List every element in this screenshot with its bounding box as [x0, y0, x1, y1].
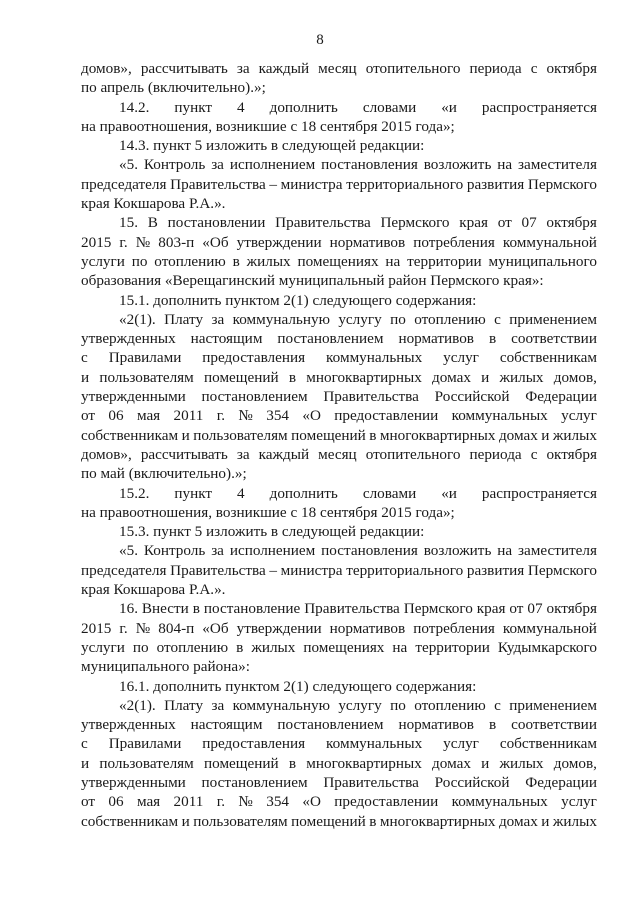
text-segment: Контроль — [143, 542, 206, 560]
text-segment: Кудымкарского — [497, 638, 597, 656]
text-segment: Правительства — [275, 214, 371, 232]
text-segment: помещениях — [303, 638, 385, 656]
text-segment: Правительства — [170, 175, 266, 193]
text-segment: собственникам — [499, 349, 597, 367]
text-line — [81, 59, 597, 78]
text-segment: услугу — [338, 310, 382, 328]
text-segment: домах — [498, 426, 538, 444]
text-segment: предоставлении — [334, 793, 439, 811]
text-segment: пользователям — [193, 426, 288, 444]
text-segment: домах — [432, 368, 471, 386]
text-segment: услуг — [443, 349, 479, 367]
text-segment: возложить — [423, 156, 492, 174]
text-segment: от — [509, 600, 524, 618]
text-segment: министра — [280, 175, 343, 193]
text-line — [81, 638, 597, 657]
text-segment: постановление — [203, 600, 301, 618]
text-line — [81, 773, 597, 792]
text-segment: муниципального — [488, 252, 597, 270]
text-segment: постановлением — [201, 388, 308, 406]
text-segment: в — [488, 330, 497, 348]
text-segment: в — [288, 368, 297, 386]
text-segment: края — [459, 214, 488, 232]
text-segment: услугу — [338, 696, 382, 714]
text-segment: постановления — [321, 156, 418, 174]
text-segment: Пермского — [527, 561, 597, 579]
text-segment: Пермского — [380, 214, 450, 232]
text-line — [81, 522, 597, 541]
text-segment: коммунальную — [232, 696, 330, 714]
text-segment: «5. — [119, 156, 138, 174]
text-segment: мая — [136, 793, 161, 811]
text-segment: словами — [362, 98, 417, 116]
text-line — [81, 599, 597, 618]
text-segment: домах — [432, 754, 471, 772]
text-segment: 14.2. — [119, 98, 150, 116]
text-segment: услуг — [443, 735, 479, 753]
text-segment: каждый — [258, 60, 310, 77]
text-line — [81, 503, 597, 522]
text-segment: словами — [362, 484, 417, 502]
text-segment: «и — [441, 98, 457, 116]
text-segment: Федерации — [525, 388, 597, 406]
text-line — [81, 155, 597, 174]
text-line — [81, 484, 597, 503]
text-segment: «и — [441, 484, 457, 502]
text-segment: «О — [302, 407, 321, 425]
text-segment: образования «Верещагинский муниципальный район Пермского края»: — [81, 272, 544, 290]
text-segment: от — [81, 407, 96, 425]
text-line — [81, 252, 597, 271]
text-segment: помещений — [291, 812, 366, 830]
text-segment: 06 — [108, 407, 124, 425]
text-segment: многоквартирных — [306, 754, 422, 772]
text-segment: дополнить — [269, 98, 338, 116]
text-segment: распространяется — [481, 98, 597, 116]
text-segment: г. — [119, 619, 128, 637]
text-line — [81, 541, 597, 560]
text-segment: Правилами — [108, 349, 182, 367]
text-segment: нормативов — [398, 716, 474, 734]
text-segment: жилых — [251, 638, 296, 656]
text-segment: постановлением — [277, 330, 384, 348]
text-segment: по май (включительно).»; — [81, 465, 247, 483]
text-segment: на — [497, 156, 513, 174]
text-segment: 06 — [108, 793, 124, 811]
text-line — [81, 175, 597, 194]
text-segment: постановления — [321, 542, 418, 560]
text-segment: В — [147, 214, 158, 232]
text-segment: Контроль — [143, 156, 206, 174]
text-segment: на правоотношения, возникшие с 18 сентября 2015 года»; — [81, 503, 455, 521]
text-segment: домов, — [553, 368, 597, 386]
text-segment: муниципального района»: — [81, 658, 250, 676]
text-segment: Правилами — [108, 735, 182, 753]
text-segment: многоквартирных — [379, 426, 496, 444]
text-segment: по — [132, 638, 149, 656]
text-segment: Правительства — [170, 561, 266, 579]
text-segment: за — [236, 445, 250, 463]
text-line — [81, 194, 597, 213]
text-segment: № — [135, 619, 151, 637]
text-segment: настоящим — [190, 716, 263, 734]
text-segment: коммунальную — [232, 310, 330, 328]
text-segment: Российской — [434, 773, 510, 791]
text-line — [81, 792, 597, 811]
text-segment: за — [211, 310, 225, 328]
text-line — [81, 734, 597, 753]
text-segment: 15. — [119, 214, 138, 232]
text-segment: № — [238, 793, 253, 811]
text-segment: за — [236, 60, 250, 77]
text-segment: 15.2. — [119, 484, 150, 502]
text-segment: отоплению — [156, 638, 229, 656]
text-segment: территории — [407, 252, 482, 270]
text-segment: на — [497, 542, 513, 560]
page-number: 8 — [316, 32, 324, 48]
text-segment: от — [81, 793, 96, 811]
text-segment: октября — [546, 445, 597, 463]
text-segment: соответствии — [511, 716, 597, 734]
text-segment: месяц — [318, 60, 357, 77]
text-segment: нормативов — [329, 233, 406, 251]
text-segment: октября — [546, 60, 597, 77]
text-segment: и — [541, 426, 550, 444]
text-segment: пункт — [174, 484, 213, 502]
text-segment: предоставления — [202, 349, 306, 367]
text-segment: 15.3. пункт 5 изложить в следующей редакции: — [119, 523, 425, 541]
text-segment: распространяется — [481, 484, 597, 502]
text-line — [81, 271, 597, 290]
text-segment: председателя — [81, 175, 167, 193]
text-segment: в — [232, 252, 240, 270]
text-segment: услуги — [81, 638, 125, 656]
text-segment: 354 — [266, 793, 290, 811]
text-segment: министра — [280, 561, 343, 579]
text-segment: Федерации — [525, 773, 597, 791]
text-segment: применением — [509, 310, 597, 328]
text-segment: утвержденных — [81, 330, 176, 348]
text-segment: исполнением — [229, 542, 316, 560]
text-segment: каждый — [258, 445, 310, 463]
text-segment: месяц — [318, 445, 357, 463]
text-segment: 15.1. дополнить пунктом 2(1) следующего содержания: — [119, 291, 477, 309]
text-line — [81, 387, 597, 406]
text-line — [81, 310, 597, 329]
text-segment: и — [481, 754, 490, 772]
text-segment: мая — [136, 407, 161, 425]
text-segment: с — [494, 696, 501, 714]
text-segment: коммунальных — [326, 349, 423, 367]
text-segment: по апрель (включительно).»; — [81, 79, 266, 97]
text-segment: на правоотношения, возникшие с 18 сентября 2015 года»; — [81, 117, 455, 135]
text-segment: возложить — [423, 542, 492, 560]
text-segment: соответствии — [511, 330, 597, 348]
text-segment: в — [192, 600, 200, 618]
text-segment: многоквартирных — [306, 368, 422, 386]
text-segment: территориального — [346, 561, 464, 579]
text-segment: коммунальной — [502, 619, 597, 637]
text-segment: и — [81, 754, 90, 772]
text-segment: рассчитывать — [140, 60, 228, 77]
text-segment: отопительного — [365, 445, 461, 463]
text-segment: 16.1. дополнить пунктом 2(1) следующего содержания: — [119, 677, 477, 695]
text-segment: в — [369, 812, 377, 830]
text-segment: отоплению — [414, 696, 486, 714]
text-segment: периода — [469, 445, 522, 463]
text-line — [81, 561, 597, 580]
text-segment: и — [81, 368, 90, 386]
text-segment: домов», — [81, 445, 132, 463]
text-segment: коммунальных — [326, 735, 423, 753]
text-segment: Плату — [164, 696, 204, 714]
text-segment: многоквартирных — [379, 812, 496, 830]
text-segment: постановлением — [277, 716, 384, 734]
text-segment: «2(1). — [119, 310, 156, 328]
text-segment: рассчитывать — [140, 445, 228, 463]
text-segment: жилых — [499, 754, 544, 772]
text-segment: утверждении — [236, 233, 322, 251]
text-segment: территории — [415, 638, 490, 656]
text-segment: за — [211, 156, 224, 174]
text-segment: 804-п — [158, 619, 195, 637]
text-segment: 2011 — [173, 793, 204, 811]
text-segment: № — [135, 233, 151, 251]
text-segment: «Об — [202, 619, 229, 637]
text-segment: 354 — [266, 407, 290, 425]
text-line — [81, 233, 597, 252]
text-line — [81, 348, 597, 367]
text-segment: утверждении — [236, 619, 322, 637]
text-segment: домов, — [553, 754, 597, 772]
text-segment: в — [369, 426, 377, 444]
text-line — [81, 464, 597, 483]
text-line — [81, 291, 597, 310]
text-segment: домов», — [81, 60, 132, 77]
text-segment: г. — [216, 793, 226, 811]
text-segment: помещений — [204, 368, 279, 386]
text-line — [81, 426, 597, 445]
text-segment: услуги — [81, 252, 125, 270]
text-segment: и — [181, 812, 190, 830]
text-segment: утвержденных — [81, 716, 176, 734]
text-segment: 07 — [521, 214, 537, 232]
text-segment: территориального — [346, 175, 464, 193]
text-line — [81, 406, 597, 425]
text-segment: г. — [119, 233, 128, 251]
text-segment: от — [497, 214, 512, 232]
text-segment: 2011 — [173, 407, 204, 425]
text-segment: помещений — [291, 426, 366, 444]
text-segment: постановлением — [201, 773, 308, 791]
text-line — [81, 619, 597, 638]
text-segment: Пермского — [403, 600, 473, 618]
text-segment: «О — [302, 793, 321, 811]
text-segment: развития — [466, 175, 525, 193]
text-segment: «Об — [202, 233, 229, 251]
text-segment: края Кокшарова Р.А.». — [81, 581, 226, 599]
text-segment: на — [385, 252, 401, 270]
text-segment: настоящим — [190, 330, 263, 348]
text-segment: и — [181, 426, 190, 444]
text-line — [81, 98, 597, 117]
text-line — [81, 136, 597, 155]
text-line — [81, 368, 597, 387]
text-line — [81, 78, 597, 97]
text-line — [81, 445, 597, 464]
text-segment: коммунальных — [451, 407, 548, 425]
text-line — [81, 329, 597, 348]
text-segment: за — [211, 542, 224, 560]
text-segment: 07 — [527, 600, 543, 618]
text-line — [81, 696, 597, 715]
text-segment: коммунальных — [451, 793, 548, 811]
text-segment: отоплению — [154, 252, 226, 270]
text-segment: г. — [216, 407, 226, 425]
text-segment: заместителя — [518, 542, 597, 560]
text-segment: предоставления — [202, 735, 306, 753]
text-segment: исполнением — [229, 156, 316, 174]
text-segment: утвержденными — [81, 773, 186, 791]
text-segment: 803-п — [158, 233, 195, 251]
text-segment: края — [476, 600, 506, 618]
text-segment: нормативов — [329, 619, 406, 637]
text-segment: Российской — [434, 388, 510, 406]
text-line — [81, 754, 597, 773]
text-segment: и — [481, 368, 490, 386]
text-segment: утвержденными — [81, 388, 186, 406]
text-segment: Правительства — [323, 773, 419, 791]
text-segment: жилых — [499, 368, 544, 386]
text-segment: Внести — [141, 600, 189, 618]
text-line — [81, 117, 597, 136]
text-segment: по — [131, 252, 148, 270]
text-segment: 16. — [119, 600, 138, 618]
text-line — [81, 715, 597, 734]
text-segment: потребления — [413, 233, 495, 251]
text-segment: коммунальной — [502, 233, 597, 251]
text-segment: жилых — [552, 426, 597, 444]
text-segment: помещений — [204, 754, 279, 772]
text-segment: с — [494, 310, 501, 328]
text-segment: 4 — [237, 98, 245, 116]
text-segment: собственникам — [499, 735, 597, 753]
text-segment: «2(1). — [119, 696, 156, 714]
text-segment: дополнить — [269, 484, 338, 502]
text-segment: по — [390, 310, 406, 328]
text-segment: № — [238, 407, 253, 425]
text-segment: отопительного — [365, 60, 461, 77]
text-segment: нормативов — [398, 330, 474, 348]
text-segment: октября — [546, 600, 597, 618]
text-line — [81, 677, 597, 696]
text-segment: с — [81, 349, 88, 367]
text-line — [81, 580, 597, 599]
text-segment: 2015 — [81, 233, 112, 251]
text-segment: собственникам — [81, 426, 179, 444]
text-segment: председателя — [81, 561, 167, 579]
text-segment: «5. — [119, 542, 138, 560]
text-segment: по — [390, 696, 406, 714]
text-segment: Правительства — [323, 388, 419, 406]
text-segment: развития — [466, 561, 525, 579]
text-segment: собственникам — [81, 812, 179, 830]
text-segment: – — [269, 175, 277, 193]
text-segment: за — [211, 696, 225, 714]
text-segment: – — [269, 561, 277, 579]
text-segment: 14.3. пункт 5 изложить в следующей редакции: — [119, 137, 425, 155]
text-segment: помещениях — [297, 252, 379, 270]
text-line — [81, 213, 597, 232]
text-segment: в — [288, 754, 297, 772]
text-segment: октября — [546, 214, 597, 232]
text-segment: 2015 — [81, 619, 112, 637]
text-segment: отоплению — [414, 310, 486, 328]
text-segment: с — [530, 60, 538, 77]
text-segment: Правительства — [304, 600, 400, 618]
text-segment: Плату — [164, 310, 204, 328]
text-line — [81, 657, 597, 676]
text-segment: пользователям — [99, 754, 194, 772]
text-segment: потребления — [413, 619, 495, 637]
text-segment: пользователям — [193, 812, 288, 830]
text-segment: жилых — [246, 252, 291, 270]
text-segment: в — [236, 638, 244, 656]
text-segment: услуг — [561, 793, 597, 811]
text-segment: с — [530, 445, 538, 463]
text-segment: края Кокшарова Р.А.». — [81, 195, 226, 213]
text-segment: в — [488, 716, 497, 734]
text-segment: постановлении — [167, 214, 266, 232]
text-segment: услуг — [561, 407, 597, 425]
text-segment: с — [81, 735, 88, 753]
text-segment: пункт — [174, 98, 213, 116]
text-segment: на — [392, 638, 408, 656]
text-segment: 4 — [237, 484, 245, 502]
text-segment: и — [541, 812, 550, 830]
text-segment: жилых — [552, 812, 597, 830]
text-line — [81, 812, 597, 831]
text-segment: Пермского — [527, 175, 597, 193]
document-body — [81, 59, 597, 831]
text-segment: предоставлении — [334, 407, 439, 425]
text-segment: применением — [509, 696, 597, 714]
text-segment: периода — [469, 60, 522, 77]
text-segment: заместителя — [518, 156, 597, 174]
text-segment: домах — [498, 812, 538, 830]
text-segment: пользователям — [99, 368, 194, 386]
